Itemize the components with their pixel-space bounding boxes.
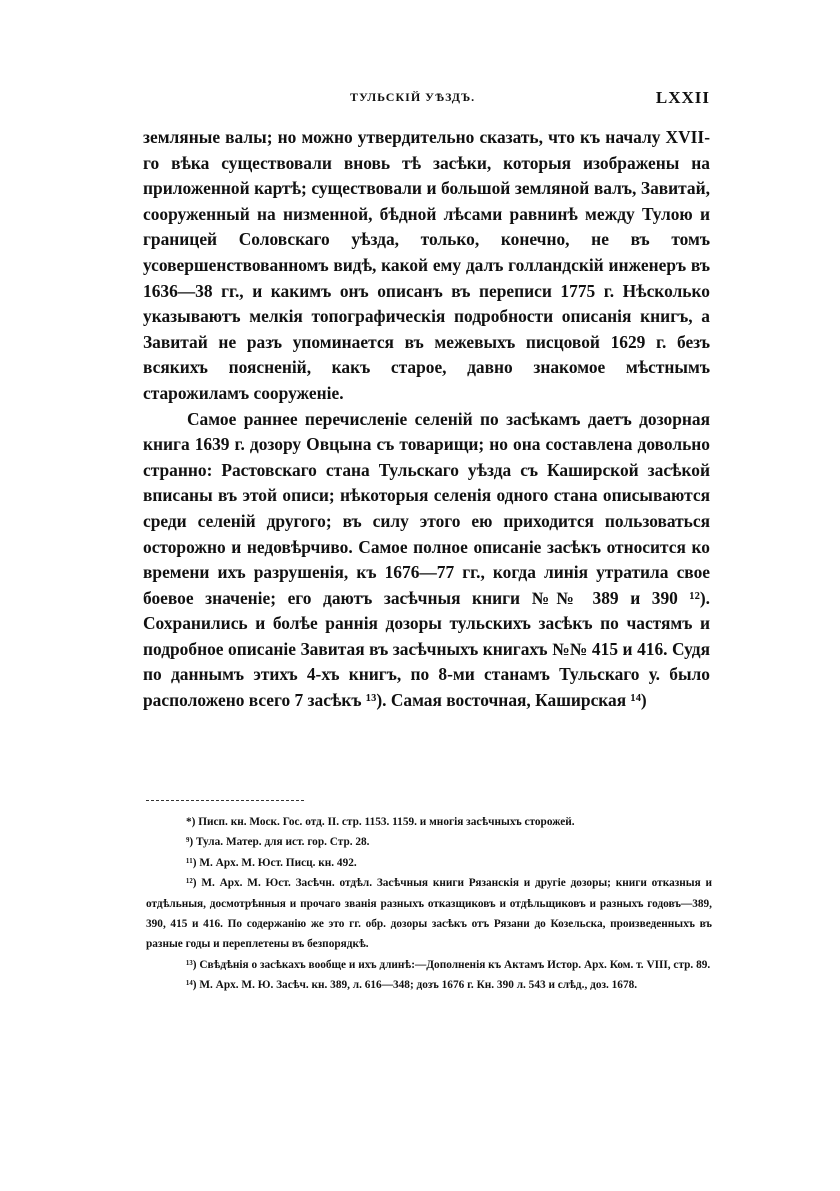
- main-text: [143, 125, 710, 714]
- footnote: *) Писп. кн. Моск. Гос. отд. II. стр. 1153. 1159. и многія засѣчныхъ сторожей.: [186, 816, 575, 828]
- footnote: ¹¹) М. Арх. М. Юст. Писц. кн. 492.: [186, 856, 357, 869]
- footnote-separator: [146, 800, 304, 801]
- footnote: ¹³) Свѣдѣнія о засѣкахъ вообще и ихъ длинѣ:—Дополненія къ Актамъ Истор. Арх. Ком. т. VIII, стр. 89.: [186, 958, 711, 971]
- footnotes: [146, 812, 712, 996]
- footnote: ⁹) Тула. Матер. для ист. гор. Стр. 28.: [186, 836, 370, 849]
- paragraph-2: Самое раннее перечисленіе селеній по засѣкамъ даетъ дозорная книга 1639 г. дозору Овцына съ товарищи; но она составлена довольно странно: Растовскаго стана Тульскаго уѣзда съ Каширской засѣкой вписаны въ этой описи; нѣкоторыя селенія одного стана описываются среди селеній другого; въ силу этого ею приходится пользоваться осторожно и недовѣрчиво. Самое полное описаніе засѣкъ относится ко времени ихъ разрушенія, къ 1676—77 гг., когда линія утратила свое боевое значеніе; его даютъ засѣчныя книги №№ 389 и 390 ¹²). Сохранились и болѣе раннія дозоры тульскихъ засѣкъ по частямъ и подробное описаніе Завитая въ засѣчныхъ книгахъ №№ 415 и 416. Судя по даннымъ этихъ 4-хъ книгъ, по 8-ми станамъ Тульскаго у. было расположено всего 7 засѣкъ ¹³). Самая восточная, Каширская ¹⁴): [143, 408, 710, 711]
- footnote: ¹⁴) М. Арх. М. Ю. Засѣч. кн. 389, л. 616—348; дозъ 1676 г. Кн. 390 л. 543 и слѣд., доз. 1678.: [186, 979, 638, 992]
- running-title: ТУЛЬСКІЙ УѢЗДЪ.: [350, 90, 476, 104]
- page-number: LXXII: [655, 88, 710, 107]
- footnote: ¹²) М. Арх. М. Юст. Засѣчн. отдѣл. Засѣчныя книги Рязанскія и другіе дозоры; книги отказныя и отдѣльныя, досмотрѣнныя и прочаго званія разныхъ отказщиковъ и отдѣльщиковъ и разныхъ годовъ—389, 390, 415 и 416. По содержанію же это гг. обр. дозоры засѣкъ отъ Рязани до Козельска, произведенныхъ въ разные годы и переплетены въ безпорядкѣ.: [146, 877, 712, 951]
- paragraph-1: земляные валы; но можно утвердительно сказать, что къ началу XVII-го вѣка существовали вновь тѣ засѣки, которыя изображены на приложенной картѣ; существовали и большой земляной валъ, Завитай, сооруженный на низменной, бѣдной лѣсами равнинѣ между Тулою и границей Соловскаго уѣзда, только, конечно, не въ томъ усовершенствованномъ видѣ, какой ему далъ голландскій инженеръ въ 1636—38 гг., и какимъ онъ описанъ въ переписи 1775 г. Нѣсколько указываютъ мелкія топографическія подробности описанія книгъ, а Завитай не разъ упоминается въ межевыхъ писцовой 1629 г. безъ всякихъ поясненій, какъ старое, давно знакомое мѣстнымъ старожиламъ сооруженіе.: [143, 127, 710, 403]
- running-head: [140, 88, 710, 112]
